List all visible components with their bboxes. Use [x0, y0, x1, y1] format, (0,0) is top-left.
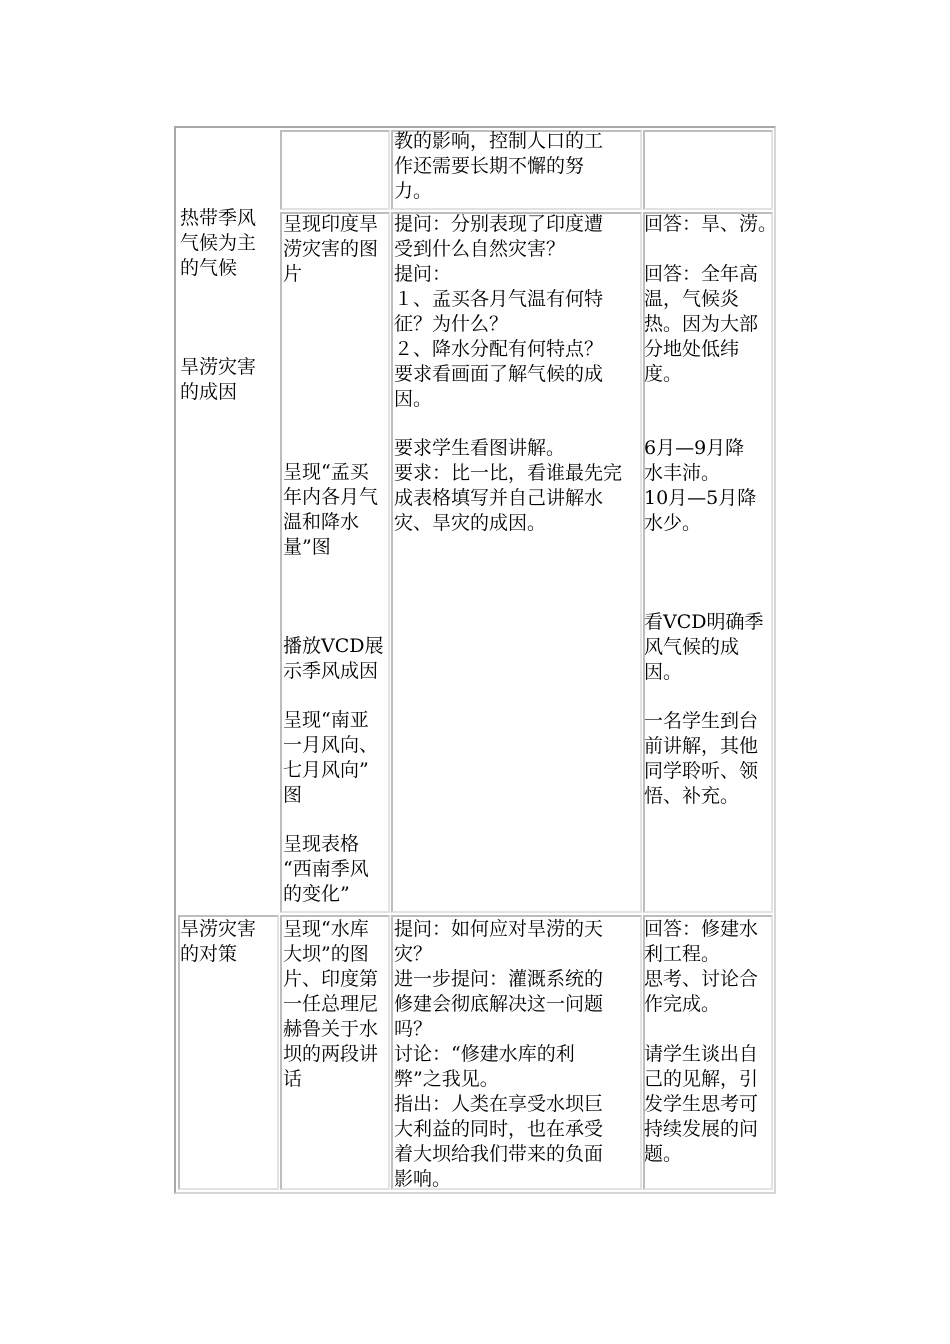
r2c2-line-9: 示季风成因 [283, 660, 379, 682]
r2c2-line-13: 图 [283, 784, 303, 806]
r3c2-line-4: 一任总理尼 [283, 993, 379, 1015]
r2c2-line-14: 呈现表格 [283, 833, 360, 855]
r2c3-line-7: 要求看画面了解气候的成 [394, 363, 604, 385]
r3c3-line-9: 大利益的同时，也在承受 [394, 1118, 604, 1140]
r2c4-line-15: 前讲解，其他 [644, 735, 759, 757]
r2c3-line-4: １、孟买各月气温有何特 [394, 288, 604, 310]
r2c4-line-14: 一名学生到台 [644, 710, 759, 732]
r2c1-line-2: 气候为主 [180, 232, 257, 254]
r3c2-line-6: 坝的两段讲 [283, 1043, 379, 1065]
r1c3-line-3: 力。 [394, 180, 433, 202]
r2c2-line-1: 呈现印度旱 [283, 213, 379, 235]
r3c1-line-1: 旱涝灾害 [180, 918, 257, 940]
r2c2-line-15: “西南季风 [283, 858, 369, 880]
r2c1-line-3: 的气候 [180, 257, 238, 279]
r2c4-line-11: 看VCD明确季 [644, 611, 764, 633]
row1-col2-cell [280, 130, 390, 210]
r2c2-line-11: 一月风向、 [283, 734, 379, 756]
r2c4-line-1: 回答：旱、涝。 [644, 213, 778, 235]
r2c4-line-2: 回答：全年高 [644, 263, 759, 285]
r3c4-line-1: 回答：修建水 [644, 918, 759, 940]
r2c4-line-6: 度。 [644, 363, 683, 385]
r2c2-line-3: 片 [283, 263, 303, 285]
r2c4-line-13: 因。 [644, 661, 683, 683]
r2c2-line-6: 温和降水 [283, 511, 360, 533]
r2c4-line-9: 10月—5月降 [644, 487, 757, 509]
row2-col2-cell [280, 212, 390, 913]
r3c3-line-5: 吗？ [394, 1018, 433, 1040]
r3c3-line-10: 着大坝给我们带来的负面 [394, 1143, 604, 1165]
r2c3-line-5: 征？为什么？ [394, 313, 509, 335]
r3c2-line-5: 赫鲁关于水 [283, 1018, 379, 1040]
r2c2-line-8: 播放VCD展 [283, 635, 384, 657]
r2c2-line-12: 七月风向” [283, 759, 369, 781]
r3c4-line-6: 己的见解，引 [644, 1068, 759, 1090]
r3c1-line-2: 的对策 [180, 943, 238, 965]
r2c3-line-10: 要求：比一比，看谁最先完 [394, 462, 623, 484]
r3c3-line-2: 灾？ [394, 943, 433, 965]
r2c4-line-5: 分地处低纬 [644, 338, 740, 360]
r2c3-line-1: 提问：分别表现了印度遭 [394, 213, 604, 235]
r2c2-line-16: 的变化” [283, 883, 350, 905]
r2c4-line-7: 6月—9月降 [644, 437, 745, 459]
r2c2-line-4: 呈现“孟买 [283, 461, 369, 483]
r3c2-line-7: 话 [283, 1068, 303, 1090]
r2c4-line-10: 水少。 [644, 512, 702, 534]
row1-col4-cell [643, 130, 773, 210]
r2c2-line-7: 量”图 [283, 536, 331, 558]
r2c2-line-10: 呈现“南亚 [283, 709, 369, 731]
r3c3-line-1: 提问：如何应对旱涝的天 [394, 918, 604, 940]
r3c4-line-8: 持续发展的问 [644, 1118, 759, 1140]
r2c2-line-2: 涝灾害的图 [283, 238, 379, 260]
r3c4-line-3: 思考、讨论合 [644, 968, 759, 990]
r2c3-line-9: 要求学生看图讲解。 [394, 437, 566, 459]
r2c3-line-8: 因。 [394, 388, 433, 410]
r3c3-line-8: 指出：人类在享受水坝巨 [394, 1093, 604, 1115]
r3c3-line-6: 讨论：“修建水库的利 [394, 1043, 575, 1065]
r2c1-line-1: 热带季风 [180, 207, 257, 229]
r3c2-line-2: 大坝”的图 [283, 943, 369, 965]
r1c3-line-2: 作还需要长期不懈的努 [394, 155, 585, 177]
r2c3-line-3: 提问： [394, 263, 452, 285]
r3c3-line-3: 进一步提问：灌溉系统的 [394, 968, 604, 990]
r2c1-line-4: 旱涝灾害 [180, 356, 257, 378]
r3c3-line-11: 影响。 [394, 1168, 452, 1190]
r2c4-line-16: 同学聆听、领 [644, 760, 759, 782]
r2c3-line-6: ２、降水分配有何特点？ [394, 338, 604, 360]
r2c4-line-4: 热。因为大部 [644, 313, 759, 335]
r3c4-line-4: 作完成。 [644, 993, 721, 1015]
r3c3-line-4: 修建会彻底解决这一问题 [394, 993, 604, 1015]
r2c1-line-5: 的成因 [180, 381, 238, 403]
r3c4-line-5: 请学生谈出自 [644, 1043, 759, 1065]
r3c4-line-7: 发学生思考可 [644, 1093, 759, 1115]
r2c4-line-8: 水丰沛。 [644, 462, 721, 484]
r2c4-line-12: 风气候的成 [644, 636, 740, 658]
r2c2-line-5: 年内各月气 [283, 486, 379, 508]
r3c3-line-7: 弊”之我见。 [394, 1068, 499, 1090]
r2c3-line-12: 灾、旱灾的成因。 [394, 512, 547, 534]
r3c2-line-3: 片、印度第 [283, 968, 379, 990]
r3c4-line-9: 题。 [644, 1143, 683, 1165]
lesson-plan-table [174, 126, 776, 1194]
r2c3-line-11: 成表格填写并自己讲解水 [394, 487, 604, 509]
r3c4-line-2: 利工程。 [644, 943, 721, 965]
r3c2-line-1: 呈现“水库 [283, 918, 369, 940]
r2c4-line-3: 温，气候炎 [644, 288, 740, 310]
r1c3-line-1: 教的影响，控制人口的工 [394, 130, 604, 152]
r2c4-line-17: 悟、补充。 [644, 785, 740, 807]
r2c3-line-2: 受到什么自然灾害？ [394, 238, 566, 260]
